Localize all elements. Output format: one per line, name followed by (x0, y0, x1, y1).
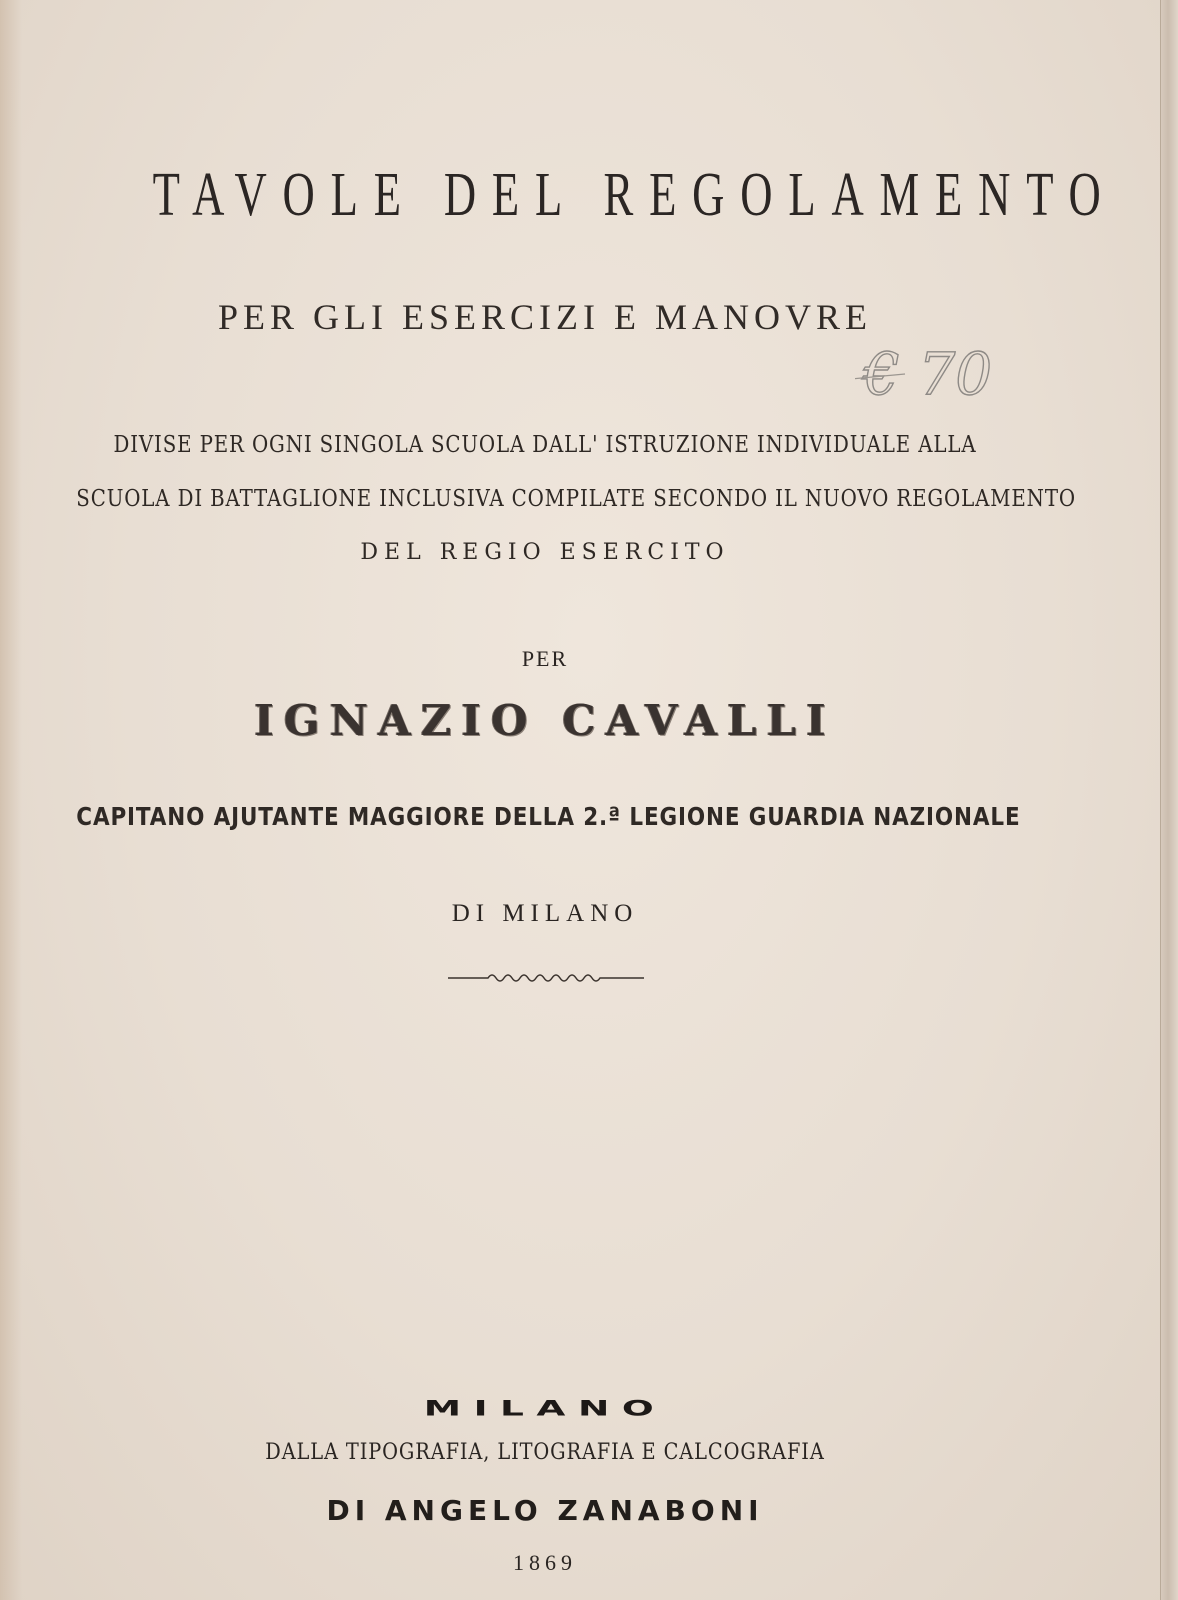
publisher-name: DI ANGELO ZANABONI (326, 1494, 764, 1527)
author-name: IGNAZIO CAVALLI (254, 696, 836, 745)
imprint-city: MILANO (423, 1396, 667, 1422)
description-line: DEL REGIO ESERCITO (360, 540, 730, 565)
book-subtitle: PER GLI ESERCIZI E MANOVRE (218, 297, 872, 337)
wavy-rule-ornament (448, 970, 644, 984)
handwritten-price-text: € 70 (863, 340, 993, 408)
printer-line: DALLA TIPOGRAFIA, LITOGRAFIA E CALCOGRAFIA (265, 1440, 825, 1465)
book-title: TAVOLE DEL REGOLAMENTO (152, 161, 1117, 229)
author-city: DI MILANO (451, 900, 639, 927)
description-line: DIVISE PER OGNI SINGOLA SCUOLA DALL' ISTRUZIONE INDIVIDUALE ALLA (113, 432, 977, 458)
handwritten-price-note (855, 336, 1085, 416)
page-left-shadow (0, 0, 22, 1600)
description-line: SCUOLA DI BATTAGLIONE INCLUSIVA COMPILATE SECONDO IL NUOVO REGOLAMENTO (76, 486, 1076, 512)
publication-year: 1869 (513, 1550, 577, 1575)
page-right-edge (1160, 0, 1178, 1600)
author-rank: CAPITANO AJUTANTE MAGGIORE DELLA 2.ª LEGIONE GUARDIA NAZIONALE (76, 802, 1021, 831)
by-label: PER (521, 646, 569, 671)
